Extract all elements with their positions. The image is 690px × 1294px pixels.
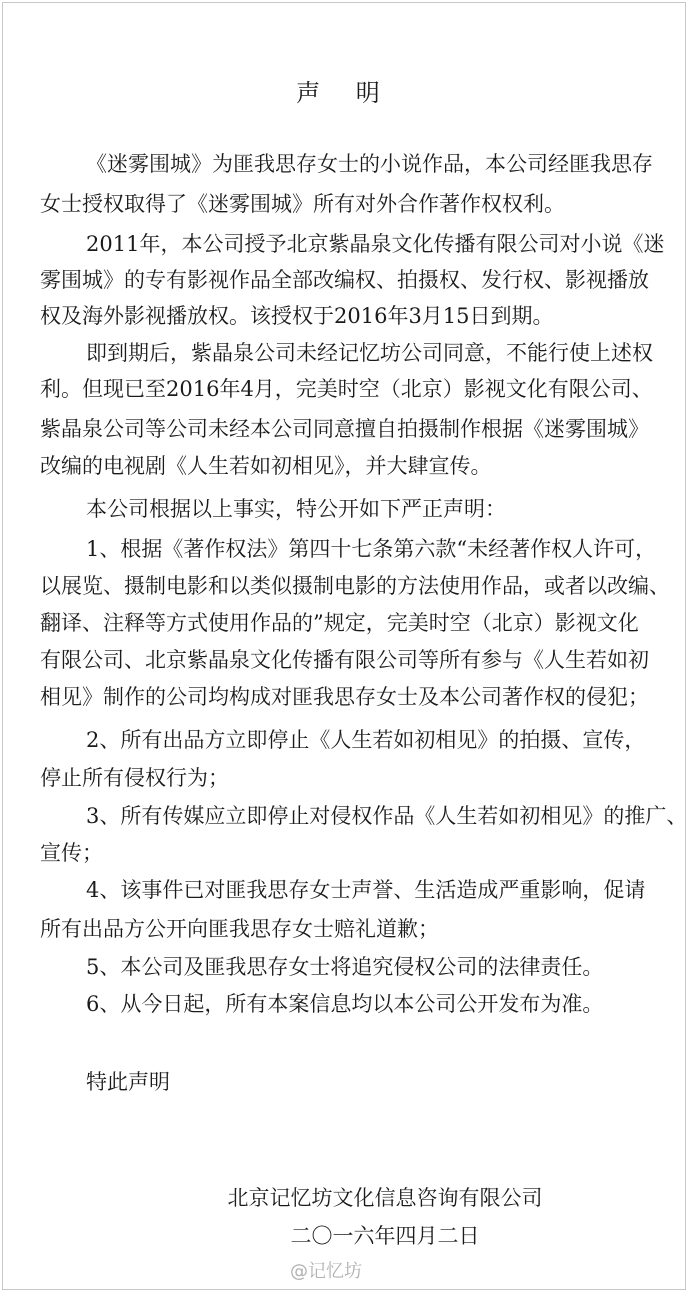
item-4-line-2: 所有出品方公开向匪我思存女士赔礼道歉； <box>40 917 439 941</box>
paragraph-2-line-3: 权及海外影视播放权。该授权于2016年3月15日到期。 <box>40 304 554 328</box>
item-1-line-5: 相见》制作的公司均构成对匪我思存女士及本公司著作权的侵犯； <box>40 685 649 709</box>
item-1-line-4: 有限公司、北京紫晶泉文化传播有限公司等所有参与《人生若如初 <box>40 648 649 672</box>
closing-statement: 特此声明 <box>86 1070 170 1094</box>
page-title: 声 明 <box>296 79 394 108</box>
item-3-line-2: 宣传； <box>40 841 103 865</box>
item-3-line-1: 3、所有传媒应立即停止对侵权作品《人生若如初相见》的推广、 <box>86 804 688 828</box>
item-1-line-1: 1、根据《著作权法》第四十七条第六款“未经著作权人许可， <box>86 537 657 561</box>
item-6-line-1: 6、从今日起，所有本案信息均以本公司公开发布为准。 <box>86 992 604 1016</box>
paragraph-1-line-1: 《迷雾围城》为匪我思存女士的小说作品，本公司经匪我思存 <box>86 152 653 176</box>
paragraph-3-line-2: 利。但现已至2016年4月，完美时空（北京）影视文化有限公司、 <box>40 377 653 401</box>
paragraph-1-line-2: 女士授权取得了《迷雾围城》所有对外合作著作权权利。 <box>40 192 565 216</box>
item-1-line-2: 以展览、摄制电影和以类似摄制电影的方法使用作品，或者以改编、 <box>40 574 670 598</box>
paragraph-2-line-1: 2011年，本公司授予北京紫晶泉文化传播有限公司对小说《迷 <box>86 232 665 256</box>
item-2-line-2: 停止所有侵权行为； <box>40 766 229 790</box>
paragraph-3-line-3: 紫晶泉公司等公司未经本公司同意擅自拍摄制作根据《迷雾围城》 <box>40 417 649 441</box>
paragraph-3-line-1: 即到期后，紫晶泉公司未经记忆坊公司同意，不能行使上述权 <box>86 341 653 365</box>
paragraph-2-line-2: 雾围城》的专有影视作品全部改编权、拍摄权、发行权、影视播放 <box>40 268 649 292</box>
item-2-line-1: 2、所有出品方立即停止《人生若如初相见》的拍摄、宣传， <box>86 728 646 752</box>
item-4-line-1: 4、该事件已对匪我思存女士声誉、生活造成严重影响，促请 <box>86 878 646 902</box>
signature-date: 二〇一六年四月二日 <box>290 1224 480 1248</box>
paragraph-3-line-4: 改编的电视剧《人生若如初相见》，并大肆宣传。 <box>40 454 492 478</box>
signature-company: 北京记忆坊文化信息咨询有限公司 <box>227 1186 543 1210</box>
item-5-line-1: 5、本公司及匪我思存女士将追究侵权公司的法律责任。 <box>86 955 604 979</box>
paragraph-4-line-1: 本公司根据以上事实，特公开如下严正声明： <box>86 497 506 521</box>
weibo-watermark: @记忆坊 <box>290 1261 362 1282</box>
item-1-line-3: 翻译、注释等方式使用作品的”规定，完美时空（北京）影视文化 <box>40 611 639 635</box>
